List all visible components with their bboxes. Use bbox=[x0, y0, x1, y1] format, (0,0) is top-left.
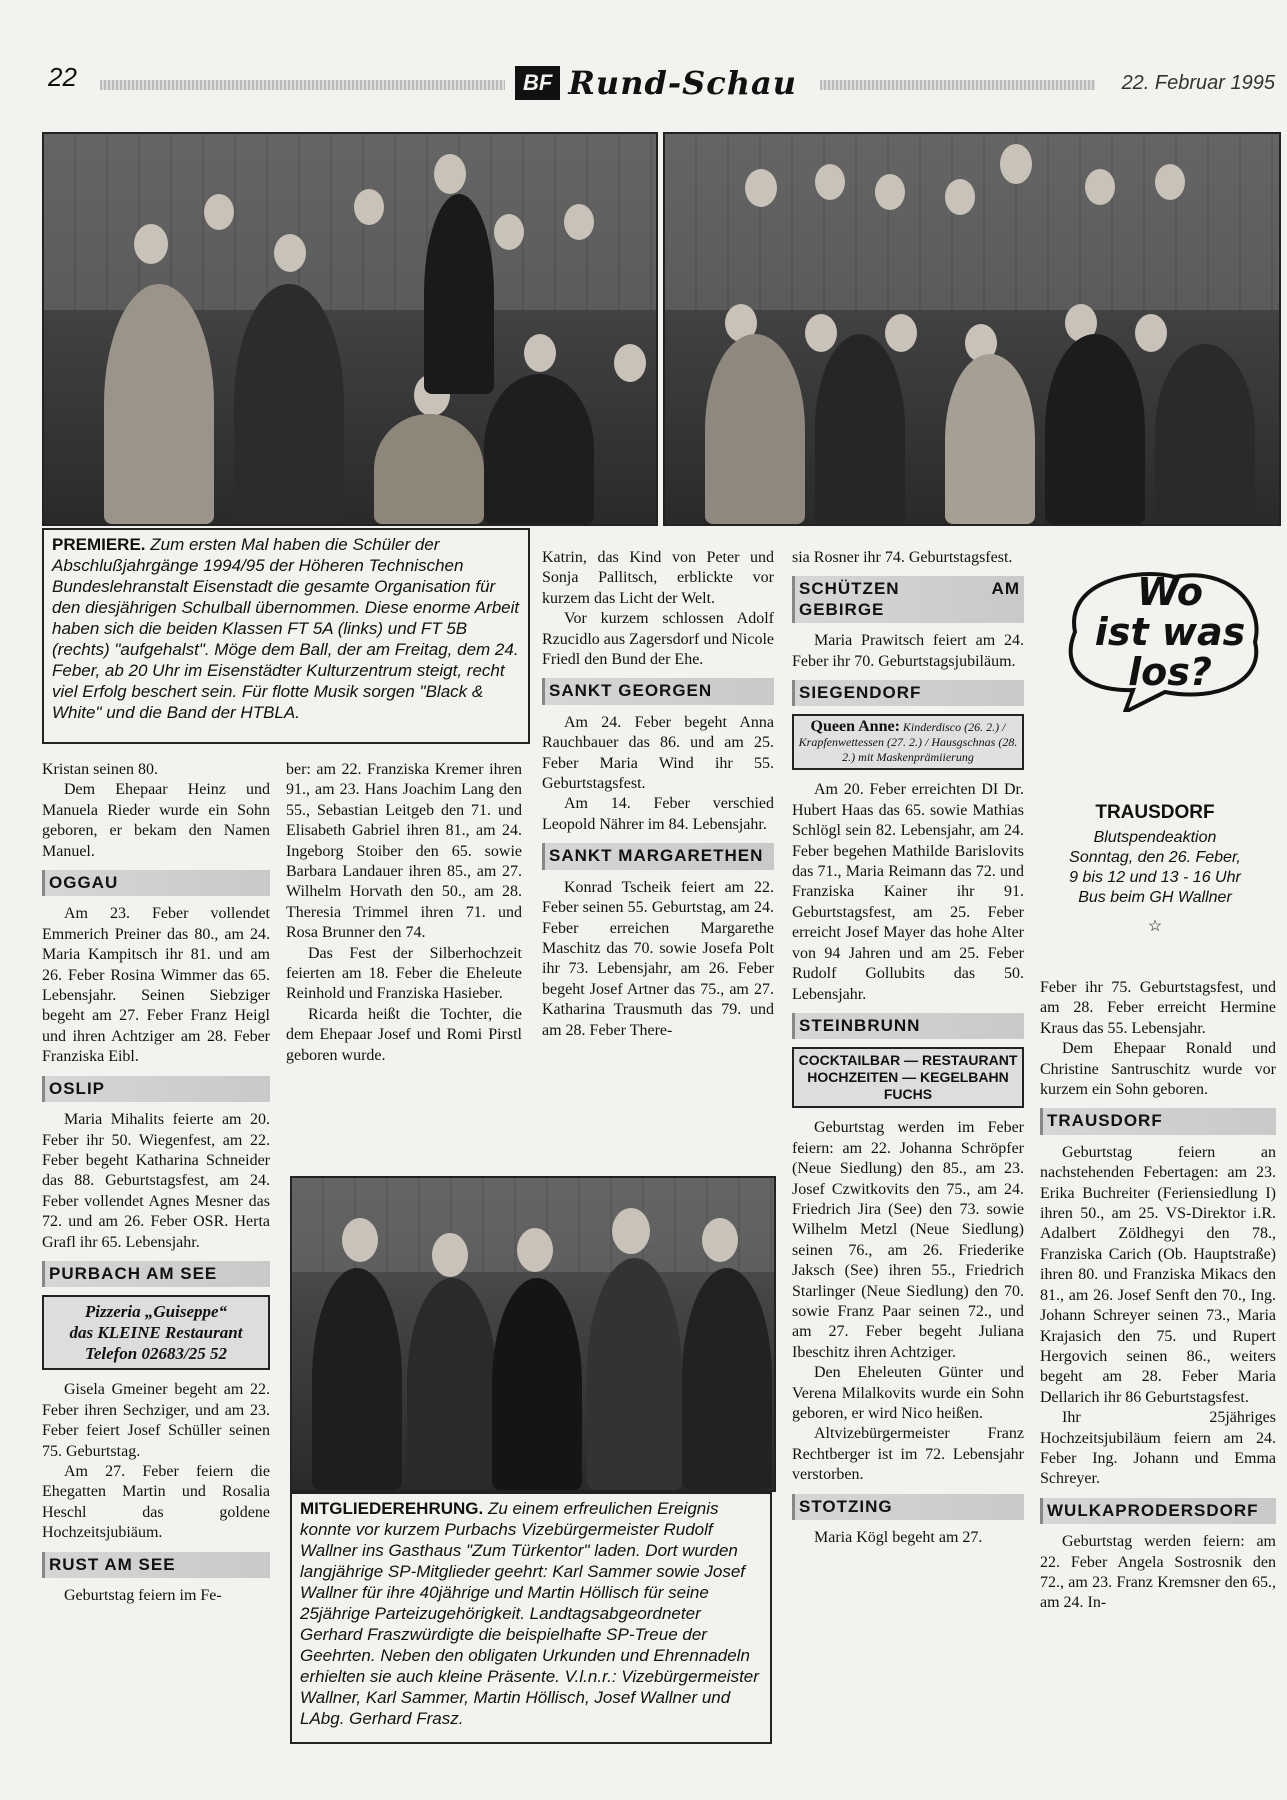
ad-title: Queen Anne: bbox=[810, 718, 900, 736]
section-heading-oslip: OSLIP bbox=[42, 1076, 270, 1102]
section-heading-trausdorf: TRAUSDORF bbox=[1040, 1108, 1276, 1134]
col5-paragraph: Ihr 25jähriges Hochzeitsjubiläum feiern am 24. Feber Ing. Johann und Emma Schreyer. bbox=[1040, 1409, 1276, 1488]
col1-paragraph: Am 23. Feber vollendet Emmerich Preiner das 80., am 24. Maria Kampitsch ihr 81. und am 26. Feber Rosina Wimmer das 65. Lebensjahr. Seinen Siebziger begeht am 27. Feber Franz Heigl und ihren Achtziger am 28. Feber Franziska Eibl. bbox=[42, 905, 270, 1066]
photo-class-ft5a bbox=[42, 132, 658, 526]
notice-line: Blutspendeaktion bbox=[1093, 829, 1217, 846]
col4-paragraph: Altvizebürgermeister Franz Rechtberger ist im 72. Lebensjahr verstorben. bbox=[792, 1425, 1024, 1484]
column-2 bbox=[286, 760, 522, 1066]
ad-fuchs bbox=[792, 1047, 1024, 1108]
column-1 bbox=[42, 760, 270, 1606]
col5-paragraph: Feber ihr 75. Geburtstagsfest, und am 28. Feber erreicht Hermine Kraus das 55. Lebensjahr. bbox=[1040, 979, 1276, 1037]
section-heading-sankt-margarethen: SANKT MARGARETHEN bbox=[542, 843, 774, 869]
section-heading-rust: RUST AM SEE bbox=[42, 1552, 270, 1578]
notice-line: 9 bis 12 und 13 - 16 Uhr bbox=[1069, 869, 1241, 886]
col2-paragraph: Ricarda heißt die Tochter, die dem Ehepaar Josef und Romi Pirstl geboren wurde. bbox=[286, 1005, 522, 1064]
bubble-text bbox=[1075, 572, 1265, 692]
col1-paragraph: Gisela Gmeiner begeht am 22. Feber ihren Sechziger, und am 23. Feber feiert Josef Schüller seinen 75. Geburtstag. bbox=[42, 1381, 270, 1460]
masthead-logo bbox=[515, 64, 797, 102]
page-number: 22 bbox=[48, 62, 77, 92]
col4-paragraph: Maria Prawitsch feiert am 24. Feber ihr 70. Geburtstagsjubiläum. bbox=[792, 632, 1024, 670]
header-rule-left bbox=[100, 80, 505, 90]
col4-paragraph: Maria Kögl begeht am 27. bbox=[814, 1529, 983, 1547]
photo-class-ft5b bbox=[663, 132, 1281, 526]
ad-line: Telefon 02683/25 52 bbox=[85, 1344, 227, 1364]
col3-paragraph: Vor kurzem schlossen Adolf Rzucidlo aus Zagersdorf und Nicole Friedl den Bund der Ehe. bbox=[542, 610, 774, 669]
caption-premiere-lead: PREMIERE. bbox=[52, 535, 146, 554]
col1-paragraph: Dem Ehepaar Heinz und Manuela Rieder wurde ein Sohn geboren, er bekam den Namen Manuel. bbox=[42, 781, 270, 860]
col1-paragraph: Am 27. Feber feiern die Ehegatten Martin und Rosalia Heschl das goldene Hochzeitsjubiäum. bbox=[42, 1462, 270, 1542]
ad-line: das KLEINE Restaurant bbox=[69, 1323, 243, 1343]
col5-paragraph: Geburtstag werden feiern: am 22. Feber Angela Sostrosnik den 72., am 23. Franz Kremsner den 65., am 24. In- bbox=[1040, 1533, 1276, 1612]
notice-line: Bus beim GH Wallner bbox=[1078, 889, 1232, 906]
star-icon: ☆ bbox=[1147, 918, 1163, 935]
col3-paragraph: Am 24. Feber begeht Anna Rauchbauer das 86. und am 25. Feber Maria Wind ihr 55. Geburtstagsfest. bbox=[542, 713, 774, 793]
section-heading-stotzing: STOTZING bbox=[792, 1494, 1024, 1520]
ad-line: COCKTAILBAR — RESTAURANT bbox=[798, 1052, 1018, 1069]
notice-title: TRAUSDORF bbox=[1095, 802, 1215, 823]
ad-queen-anne bbox=[792, 714, 1024, 770]
ad-line: FUCHS bbox=[883, 1086, 933, 1103]
section-heading-sankt-georgen: SANKT GEORGEN bbox=[542, 678, 774, 704]
bf-logo-box: BF bbox=[515, 66, 560, 100]
col1-paragraph: Geburtstag feiern im Fe- bbox=[64, 1587, 222, 1604]
photo-mitgliederehrung bbox=[290, 1176, 776, 1492]
col4-paragraph: Am 20. Feber erreichten DI Dr. Hubert Haas das 65. sowie Mathias Schlögl sein 82. Lebensjahr, am 24. Feber begehen Mathilde Barislovits das 71., Maria Reimann das 72. und Franziska Kainer ihr 91. Geburtstagsfest, am 25. Feber erreicht Josef Mayer das hohe Alter von 94 Jahren und am 25. Feber Rudolf Gollubits das 50. Lebensjahr. bbox=[792, 781, 1024, 1003]
col3-paragraph: Am 14. Feber verschied Leopold Nährer im 84. Lebensjahr. bbox=[542, 795, 774, 833]
caption-premiere bbox=[42, 528, 530, 744]
header-rule-right bbox=[820, 80, 1095, 90]
col4-paragraph: Geburtstag werden im Feber feiern: am 22. Johanna Schröpfer (Neue Siedlung) den 85., am 23. Josef Czwitkovits den 75., am 24. Friedrich Jira (See) den 73. sowie Wilhelm Metzl (Neue Siedlung) seinen 76., am 26. Friederike Jaksch (See) ihren 55., Friedrich Starlinger (Neue Siedlung) den 70. sowie Franz Paar seinen 72., und am 27. Feber begeht Juliana Ibeschitz ihren Achtziger. bbox=[792, 1119, 1024, 1361]
ad-line: Pizzeria „Guiseppe“ bbox=[84, 1302, 228, 1322]
caption-premiere-text: Zum ersten Mal haben die Schüler der Abschlußjahrgänge 1994/95 der Höheren Technischen Bundeslehranstalt Eisenstadt die gesamte Organisation für den diesjährigen Schulball übernommen. Diese enorme Arbeit haben sich die beiden Klassen FT 5A (links) und FT 5B (rechts) "aufgehalst". Möge dem Ball, der am Freitag, dem 24. Feber, ab 20 Uhr im Eisenstädter Kulturzentrum steigt, recht viel Erfolg beschert sein. Für flotte Musik sorgen "Black & White" und die Band der HTBLA. bbox=[52, 535, 520, 722]
section-heading-siegendorf: SIEGENDORF bbox=[792, 680, 1024, 706]
col4-paragraph: sia Rosner ihr 74. Geburtstagsfest. bbox=[792, 549, 1013, 566]
section-heading-oggau: OGGAU bbox=[42, 870, 270, 896]
ad-line: HOCHZEITEN — KEGELBAHN bbox=[807, 1069, 1009, 1086]
masthead-title: Rund-Schau bbox=[568, 64, 797, 102]
col2-paragraph: ber: am 22. Franziska Kremer ihren 91., am 23. Hans Joachim Lang den 55., Sebastian Leitgeb den 71. und Elisabeth Gabriel ihren 81., am 24. Ingeborg Stoiber den 65. sowie Barbara Landauer ihren 85., am 27. Wilhelm Horvath den 50., am 28. Theresia Trimmel ihren 71. und Rosa Brunner den 74. bbox=[286, 761, 522, 942]
section-heading-schuetzen: SCHÜTZEN AM GEBIRGE bbox=[792, 576, 1024, 623]
column-5 bbox=[1040, 978, 1276, 1614]
bubble-line: ist was bbox=[1094, 610, 1246, 654]
ad-text: Kinderdisco (26. 2.) / Krapfenwettessen (27. 2.) / Hausgschnas (28. 2.) mit Maskenprämiierung bbox=[798, 720, 1018, 765]
col5-paragraph: Geburtstag feiern an nachstehenden Febertagen: am 23. Erika Buchreiter (Feriensiedlung I) ihren 50., am 25. VS-Direktor i.R. Adalbert Zöldhegyi den 78., Franziska Carich (Ob. Hauptstraße) ihren 80. und Franziska Mikacs den 81., am 26. Josef Senft den 70., Ing. Johann Schreyer seinen 73., Maria Krajasich den 75. und Rupert Hergovich seinen 86., weiters begeht am 28. Feber Maria Dellarich ihr 86 Geburtstagsfest. bbox=[1040, 1143, 1276, 1406]
issue-date: 22. Februar 1995 bbox=[1121, 72, 1275, 94]
col3-paragraph: Konrad Tscheik feiert am 22. Feber seinen 55. Geburtstag, am 24. Feber erreichen Margarethe Maschitz das 70. sowie Josefa Polt ihr 73. Lebensjahr, am 26. Feber begeht Josef Artner das 75., am 27. Katharina Trausmuth das 79. und am 28. Feber There- bbox=[542, 878, 774, 1039]
col1-paragraph: Maria Mihalits feierte am 20. Feber ihr 50. Wiegenfest, am 22. Feber begeht Katharina Schneider das 88. Geburtstagsfest, am 24. Feber vollendet Agnes Mesner das 72. und am 26. Feber OSR. Herta Grafl ihr 65. Lebensjahr. bbox=[42, 1111, 270, 1251]
col2-paragraph: Das Fest der Silberhochzeit feierten am 18. Feber die Eheleute Reinhold und Franziska Hasieber. bbox=[286, 944, 522, 1003]
col4-paragraph: Den Eheleuten Günter und Verena Milalkovits wurde ein Sohn geboren, er wird Nico heißen. bbox=[792, 1364, 1024, 1422]
caption-mitglieder-lead: MITGLIEDEREHRUNG. bbox=[300, 1499, 484, 1518]
section-heading-purbach: PURBACH AM SEE bbox=[42, 1261, 270, 1287]
column-3 bbox=[542, 548, 774, 1041]
col1-paragraph: Kristan seinen 80. bbox=[42, 761, 158, 778]
col3-paragraph: Katrin, das Kind von Peter und Sonja Pallitsch, erblickte vor kurzem das Licht der Welt. bbox=[542, 549, 774, 607]
section-heading-steinbrunn: STEINBRUNN bbox=[792, 1013, 1024, 1039]
column-4 bbox=[792, 548, 1024, 1548]
section-heading-wulkaprodersdorf: WULKAPRODERSDORF bbox=[1040, 1498, 1276, 1524]
caption-mitgliederehrung bbox=[290, 1492, 772, 1744]
caption-mitglieder-text: Zu einem erfreulichen Ereignis konnte vor kurzem Purbachs Vizebürgermeister Rudolf Wallner ins Gasthaus "Zum Türkentor" laden. Dort wurden langjährige SP-Mitglieder geehrt: Karl Sammer sowie Josef Wallner für ihre 40jährige und Martin Höllisch für seine 25jährige Parteizugehörigkeit. Landtagsabgeordneter Gerhard Fraszwürdigte die beispielhafte SP-Treue der Geehrten. Neben den obligaten Urkunden und Ehrennadeln erhielten sie auch kleine Präsente. V.l.n.r.: Vizebürgermeister Wallner, Karl Sammer, Martin Höllisch, Josef Wallner und LAbg. Gerhard Frasz. bbox=[300, 1499, 759, 1728]
col5-paragraph: Dem Ehepaar Ronald und Christine Santruschitz wurde vor kurzem ein Sohn geboren. bbox=[1040, 1040, 1276, 1099]
trausdorf-notice bbox=[1040, 802, 1270, 936]
ad-pizzeria-guiseppe bbox=[42, 1295, 270, 1370]
bubble-line: Wo bbox=[1137, 570, 1203, 614]
bubble-line: los? bbox=[1128, 650, 1212, 694]
notice-line: Sonntag, den 26. Feber, bbox=[1069, 849, 1241, 866]
